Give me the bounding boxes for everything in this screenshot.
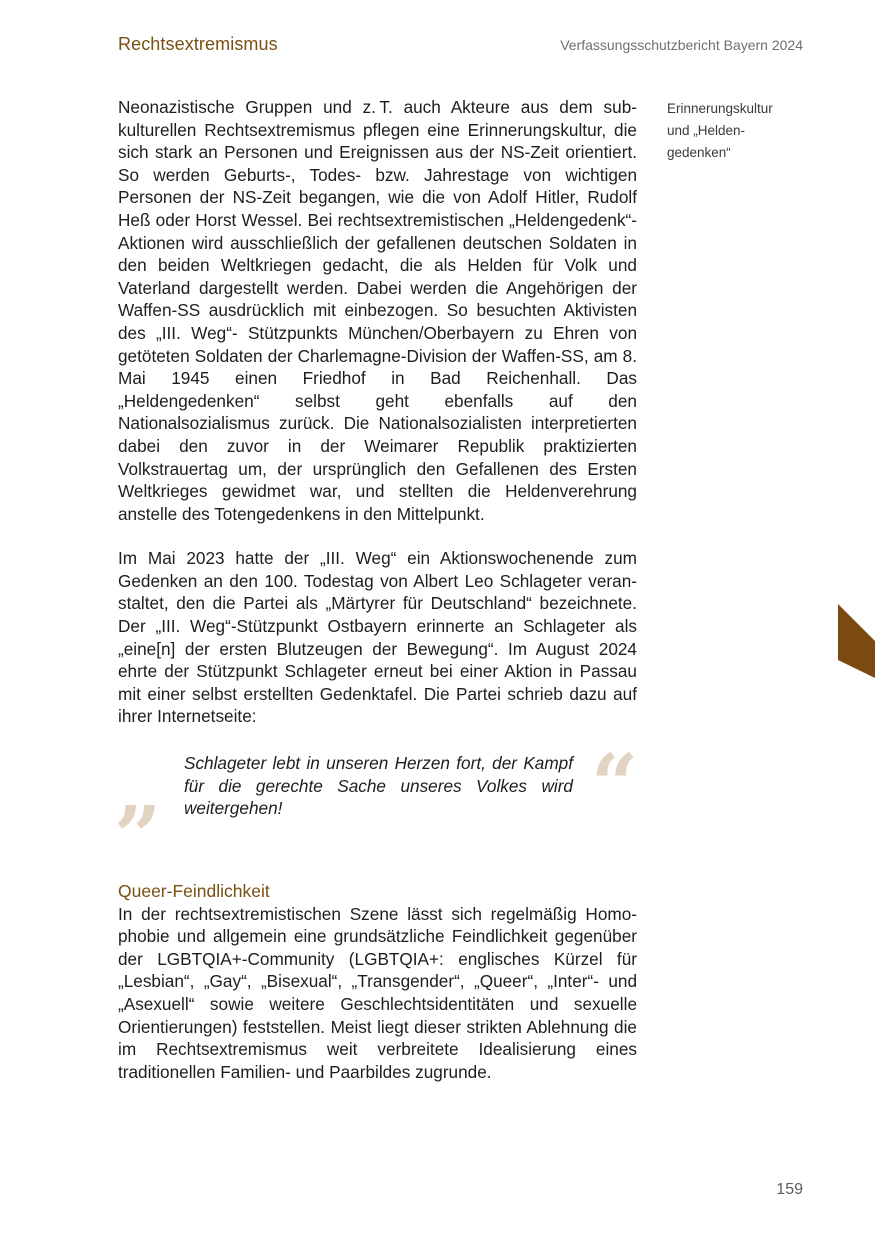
main-column: [114, 96, 639, 1083]
thumb-tab-shape: [838, 604, 875, 678]
margin-note-line: gedenken“: [667, 145, 731, 160]
paragraph: Im Mai 2023 hatte der „III. Weg“ ein Aktionswochenende zum Gedenken an den 100. Todestag von Albert Leo Schlageter veranstaltet, den die Partei als „Märtyrer für Deutschland“ bezeichnete. Der „III. Weg“-Stützpunkt Ostbayern erinnerte an Schlageter als „eine[n] der ersten Blutzeugen der Bewegung“. Im August 2024 ehrte der Stützpunkt Schlageter erneut bei einer Aktion in Passau mit einer selbst erstellten Gedenktafel. Die Partei schrieb dazu auf ihrer Internetseite:: [118, 548, 637, 727]
section-heading: Queer-Feindlichkeit: [118, 881, 270, 902]
closing-quote-mark-icon: ”: [114, 789, 162, 886]
chapter-thumb-tab: [838, 604, 875, 678]
paragraph: In der rechtsextremistischen Szene lässt sich regelmäßig Homophobie und allgemein eine grundsätzliche Feindlichkeit gegenüber der LGBTQIA+-Community (LGBTQIA+: englisches Kürzel für „Lesbian“, „Gay“, „Bisexual“, „Transgender“, „Queer“, „Inter“- und „Asexuell“ sowie weitere Geschlechtsidentitäten und sexuelle Orientierungen) feststellen. Meist liegt dieser strikten Ablehnung die im Rechtsextremismus weit verbreitete Idealisierung eines traditionellen Familien- und Paarbildes zugrunde.: [118, 903, 637, 1082]
quote-text: Schlageter lebt in unseren Herzen fort, der Kampf für die gerechte Sache unseres Volkes wird weitergehen!: [184, 753, 573, 819]
page-number: 159: [776, 1181, 803, 1198]
paragraph: Neonazistische Gruppen und z. T. auch Akteure aus dem subkulturellen Rechtsextremismus pflegen eine Erinnerungskultur, die sich stark an Personen und Ereignissen aus der NS-Zeit orientiert. So werden Geburts-, Todes- bzw. Jahrestage von wichtigen Personen der NS-Zeit begangen, wie die von Adolf Hitler, Rudolf Heß oder Horst Wessel. Bei rechtsextremistischen „Heldengedenk“-Aktionen wird ausschließlich der gefallenen deutschen Soldaten in den beiden Weltkriegen gedacht, die als Helden für Volk und Vaterland dargestellt werden. Dabei werden die Angehörigen der Waffen-SS ausdrücklich mit einbezogen. So besuchten Aktivisten des „III. Weg“- Stützpunkts München/​Oberbayern zu Ehren von getöteten Soldaten der Charlemagne-Division der Waffen-SS, am 8. Mai 1945 einen Friedhof in Bad Reichenhall. Das „Heldengedenken“ selbst geht ebenfalls auf den Nationalsozialismus zurück. Die Nationalsozialisten interpretierten dabei den zuvor in der Weimarer Republik praktizierten Volkstrauertag um, der ursprünglich den Gefallenen des Ersten Weltkrieges gewidmet war, und stellten die Heldenverehrung anstelle des Totengedenkens in den Mittelpunkt.: [118, 97, 637, 524]
margin-note-line: Erinnerungskultur: [667, 101, 773, 116]
block-quote: [114, 737, 639, 886]
margin-note-line: und „Helden-: [667, 123, 746, 138]
chapter-title: Rechtsextremismus: [118, 34, 278, 54]
margin-note: [667, 98, 797, 164]
opening-quote-mark-icon: “: [591, 737, 639, 834]
report-title: Verfassungsschutzbericht Bayern 2024: [560, 37, 803, 53]
